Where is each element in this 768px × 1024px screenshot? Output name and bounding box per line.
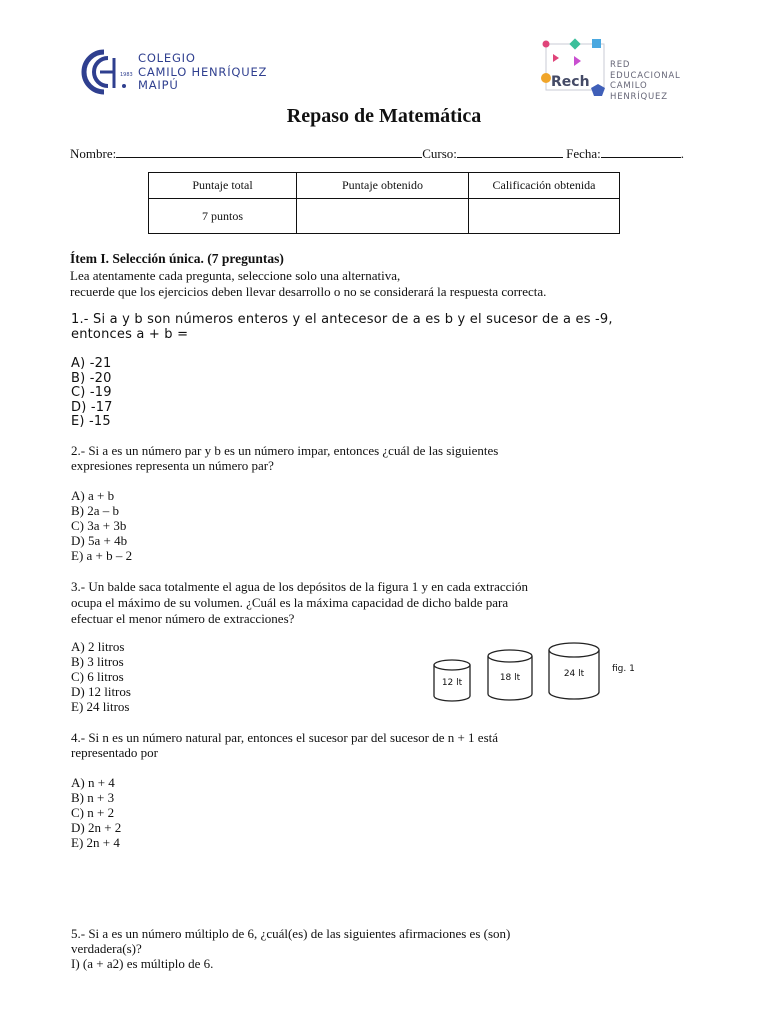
question-2-options bbox=[71, 488, 132, 563]
option-d[interactable]: D) 2n + 2 bbox=[71, 820, 122, 835]
option-d[interactable]: D) 5a + 4b bbox=[71, 533, 128, 548]
table-header-cell: Puntaje total bbox=[149, 173, 297, 199]
option-a[interactable]: A) 2 litros bbox=[71, 639, 125, 654]
option-b[interactable]: B) -20 bbox=[71, 370, 112, 386]
option-a[interactable]: A) -21 bbox=[71, 356, 112, 371]
option-b[interactable]: B) 3 litros bbox=[71, 654, 124, 669]
question-3 bbox=[71, 579, 528, 627]
table-row bbox=[149, 173, 620, 199]
table-header-cell: Calificación obtenida bbox=[469, 173, 620, 199]
score-table bbox=[148, 172, 620, 234]
cylinder-24lt bbox=[549, 643, 599, 699]
question-text: 4.- Si n es un número natural par, entonces el sucesor par del sucesor de n + 1 está bbox=[71, 730, 499, 745]
option-a[interactable]: A) a + b bbox=[71, 488, 115, 503]
option-b[interactable]: B) 2a – b bbox=[71, 503, 120, 518]
grade-cell[interactable] bbox=[469, 199, 620, 234]
course-label: Curso: bbox=[422, 146, 457, 161]
total-score-cell: 7 puntos bbox=[149, 199, 297, 234]
school-logo-year: 1983 bbox=[120, 72, 133, 78]
option-c[interactable]: C) n + 2 bbox=[71, 805, 115, 820]
question-4 bbox=[71, 730, 498, 760]
network-name-line: HENRÍQUEZ bbox=[610, 91, 668, 102]
question-text: representado por bbox=[71, 745, 158, 760]
option-c[interactable]: C) -19 bbox=[71, 385, 112, 400]
network-name-line: CAMILO bbox=[610, 81, 648, 91]
option-a[interactable]: A) n + 4 bbox=[71, 775, 115, 790]
question-1 bbox=[71, 312, 613, 342]
question-3-options bbox=[71, 639, 131, 714]
question-text: 1.- Si a y b son números enteros y el antecesor de a es b y el sucesor de a es -9, bbox=[71, 312, 613, 327]
question-text: expresiones representa un número par? bbox=[71, 458, 274, 473]
network-name-line: EDUCACIONAL bbox=[610, 70, 681, 81]
option-e[interactable]: E) -15 bbox=[71, 414, 111, 429]
figure-1 bbox=[428, 638, 648, 704]
question-text: 5.- Si a es un número múltiplo de 6, ¿cuál(es) de las siguientes afirmaciones es (son) bbox=[71, 926, 511, 941]
network-name bbox=[610, 60, 681, 102]
school-name-line: CAMILO HENRÍQUEZ bbox=[138, 64, 268, 79]
table-row bbox=[149, 199, 620, 234]
school-name bbox=[138, 52, 267, 93]
obtained-score-cell[interactable] bbox=[297, 199, 469, 234]
name-label: Nombre: bbox=[70, 146, 117, 161]
network-name-line: RED bbox=[610, 60, 631, 70]
option-d[interactable]: D) -17 bbox=[71, 399, 113, 415]
question-2 bbox=[71, 443, 498, 473]
question-5 bbox=[71, 926, 510, 971]
cylinder-label: 18 lt bbox=[499, 673, 521, 683]
option-c[interactable]: C) 3a + 3b bbox=[71, 518, 127, 533]
statement-i: I) (a + a2) es múltiplo de 6. bbox=[71, 956, 214, 971]
section-heading: Ítem I. Selección única. (7 preguntas) bbox=[70, 251, 284, 266]
cylinder-label: 24 lt bbox=[563, 669, 585, 679]
option-c[interactable]: C) 6 litros bbox=[71, 669, 124, 684]
date-label: Fecha: bbox=[566, 146, 601, 161]
date-field[interactable] bbox=[601, 145, 681, 158]
figure-caption: fig. 1 bbox=[612, 664, 635, 674]
question-text: 3.- Un balde saca totalmente el agua de los depósitos de la figura 1 y en cada extracción bbox=[71, 579, 528, 594]
network-logo-text: Rech bbox=[551, 74, 590, 90]
question-1-options bbox=[71, 357, 113, 430]
cylinder-12lt bbox=[434, 660, 470, 701]
question-text: 2.- Si a es un número par y b es un número impar, entonces ¿cuál de las siguientes bbox=[71, 443, 499, 458]
student-info-line bbox=[70, 145, 684, 162]
option-e[interactable]: E) 24 litros bbox=[71, 699, 130, 714]
cylinder-18lt bbox=[488, 650, 532, 700]
page-title: Repaso de Matemática bbox=[286, 105, 482, 127]
option-e[interactable]: E) a + b – 2 bbox=[71, 548, 133, 563]
name-field[interactable] bbox=[116, 145, 422, 158]
school-name-line: MAIPÚ bbox=[138, 78, 179, 92]
option-b[interactable]: B) n + 3 bbox=[71, 790, 115, 805]
option-d[interactable]: D) 12 litros bbox=[71, 684, 131, 699]
instruction-text: recuerde que los ejercicios deben llevar desarrollo o no se considerará la respuesta correcta. bbox=[70, 284, 547, 299]
instruction-text: Lea atentamente cada pregunta, seleccione solo una alternativa, bbox=[70, 268, 401, 283]
question-4-options bbox=[71, 775, 121, 850]
question-text: ocupa el máximo de su volumen. ¿Cuál es la máxima capacidad de dicho balde para bbox=[71, 595, 509, 610]
cylinder-label: 12 lt bbox=[441, 678, 463, 688]
question-text: entonces a + b = bbox=[71, 327, 189, 342]
table-header-cell: Puntaje obtenido bbox=[297, 173, 469, 199]
question-text: efectuar el menor número de extracciones? bbox=[71, 611, 295, 626]
info-end: . bbox=[680, 146, 685, 161]
school-name-line: COLEGIO bbox=[138, 51, 196, 65]
course-field[interactable] bbox=[457, 145, 563, 158]
question-text: verdadera(s)? bbox=[71, 941, 142, 956]
option-e[interactable]: E) 2n + 4 bbox=[71, 835, 120, 850]
